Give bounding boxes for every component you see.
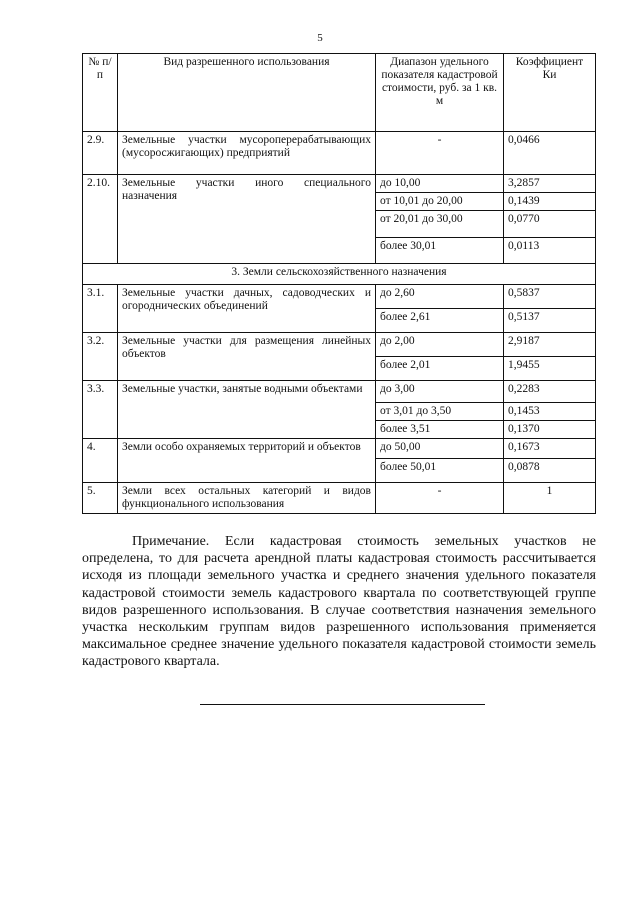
- row-num: 3.1.: [83, 285, 118, 333]
- table-row: [83, 285, 596, 309]
- row-type: Земли особо охраняемых территорий и объектов: [118, 439, 376, 483]
- row-range: -: [376, 132, 504, 175]
- header-coef: Коэффициент Ки: [504, 54, 596, 132]
- closing-rule: [200, 704, 485, 705]
- row-range: от 20,01 до 30,00: [376, 211, 504, 238]
- row-num: 2.9.: [83, 132, 118, 175]
- row-coef: 1,9455: [504, 357, 596, 381]
- section-title: 3. Земли сельскохозяйственного назначения: [83, 264, 596, 285]
- row-coef: 0,0770: [504, 211, 596, 238]
- row-range: более 3,51: [376, 421, 504, 439]
- note-text: Примечание. Если кадастровая стоимость земельных участков не определена, то для расчета арендной платы кадастровая стоимость рассчитывается исходя из площади земельного участка и среднего значения удельного показателя кадастровой стоимости земель кадастрового квартала по соответствующей группе видов разрешенного использования. В случае соответствия назначения земельного участка нескольким группам видов разрешенного использования применяется максимальное среднее значение удельного показателя кадастровой стоимости земель кадастрового квартала.: [82, 534, 596, 670]
- row-coef: 0,1439: [504, 193, 596, 211]
- row-coef: 0,1370: [504, 421, 596, 439]
- row-coef: 0,2283: [504, 381, 596, 403]
- table-row: [83, 132, 596, 175]
- row-coef: 1: [504, 483, 596, 514]
- row-range: от 3,01 до 3,50: [376, 403, 504, 421]
- row-num: 2.10.: [83, 175, 118, 264]
- row-range: от 10,01 до 20,00: [376, 193, 504, 211]
- header-type: Вид разрешенного использования: [118, 54, 376, 132]
- table-row: [83, 381, 596, 403]
- row-coef: 0,0466: [504, 132, 596, 175]
- row-type: Земельные участки мусороперерабатывающих (мусоросжигающих) предприятий: [118, 132, 376, 175]
- header-range: Диапазон удельного показателя кадастровой стоимости, руб. за 1 кв. м: [376, 54, 504, 132]
- row-type: Земельные участки для размещения линейных объектов: [118, 333, 376, 381]
- row-type: Земли всех остальных категорий и видов функционального использования: [118, 483, 376, 514]
- table-header-row: [83, 54, 596, 132]
- note-paragraph: [82, 533, 596, 671]
- row-range: до 3,00: [376, 381, 504, 403]
- table-row: [83, 333, 596, 357]
- row-type: Земельные участки дачных, садоводческих и огороднических объединений: [118, 285, 376, 333]
- row-coef: 0,5137: [504, 309, 596, 333]
- row-coef: 0,0878: [504, 459, 596, 483]
- row-range: более 2,61: [376, 309, 504, 333]
- page-number: 5: [317, 32, 323, 44]
- row-range: до 10,00: [376, 175, 504, 193]
- table-row: [83, 439, 596, 459]
- row-num: 5.: [83, 483, 118, 514]
- row-coef: 0,5837: [504, 285, 596, 309]
- coefficients-table: [82, 53, 596, 514]
- header-num: № п/п: [83, 54, 118, 132]
- row-range: более 30,01: [376, 238, 504, 264]
- row-range: до 2,60: [376, 285, 504, 309]
- row-num: 3.2.: [83, 333, 118, 381]
- row-coef: 2,9187: [504, 333, 596, 357]
- row-range: более 50,01: [376, 459, 504, 483]
- row-range: более 2,01: [376, 357, 504, 381]
- row-coef: 0,1453: [504, 403, 596, 421]
- section-row: [83, 264, 596, 285]
- row-coef: 0,1673: [504, 439, 596, 459]
- table-row: [83, 175, 596, 193]
- row-range: до 2,00: [376, 333, 504, 357]
- table-row: [83, 483, 596, 514]
- row-coef: 3,2857: [504, 175, 596, 193]
- row-type: Земельные участки, занятые водными объектами: [118, 381, 376, 439]
- row-range: до 50,00: [376, 439, 504, 459]
- row-num: 3.3.: [83, 381, 118, 439]
- row-range: -: [376, 483, 504, 514]
- row-num: 4.: [83, 439, 118, 483]
- row-type: Земельные участки иного специального назначения: [118, 175, 376, 264]
- row-coef: 0,0113: [504, 238, 596, 264]
